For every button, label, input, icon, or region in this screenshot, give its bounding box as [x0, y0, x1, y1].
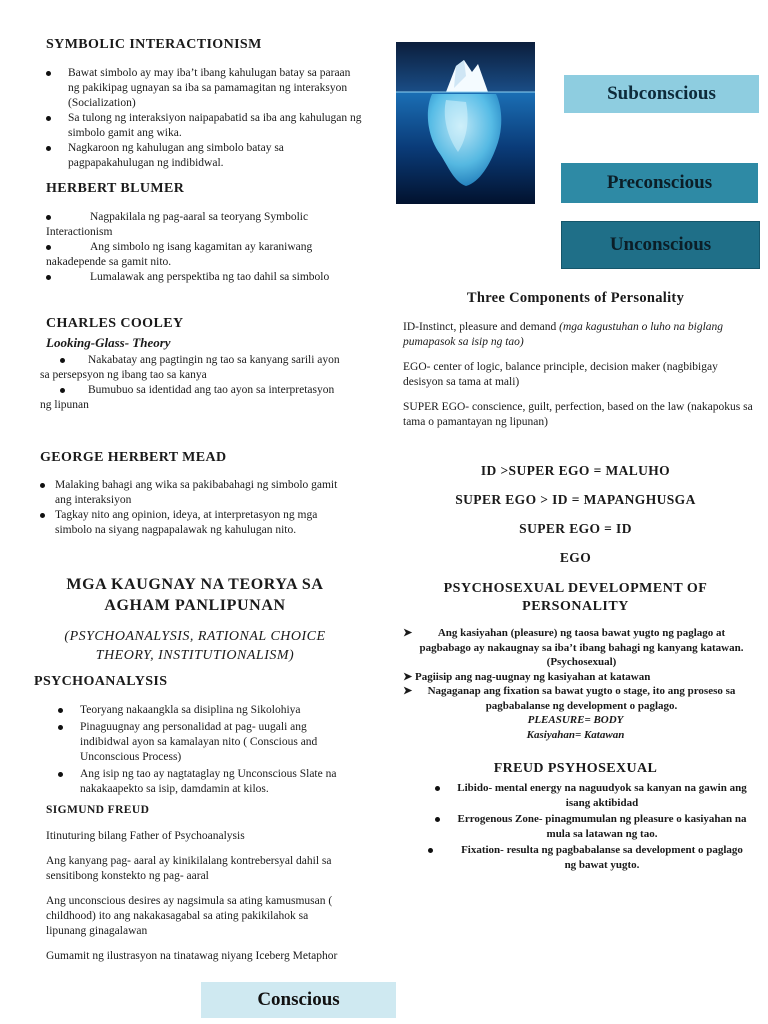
mead-title: GEORGE HERBERT MEAD	[40, 450, 227, 465]
blumer-list	[46, 210, 346, 285]
bullet-icon	[435, 786, 440, 791]
arrow-icon: ➤	[403, 670, 413, 683]
list-item: Tagkay nito ang opinion, ideya, at interpretasyon ng mga simbolo na siyang nagpapalawak ng kahulugan nito.	[36, 508, 356, 538]
paragraph: Gumamit ng ilustrasyon na tinatawag niyang Iceberg Metaphor	[46, 950, 338, 962]
bullet-icon	[46, 245, 51, 250]
kasiyahan-katawan: Kasiyahan= Katawan	[526, 728, 625, 741]
cooley-subtitle: Looking-Glass- Theory	[46, 335, 171, 350]
list-item: Nagpakilala ng pag-aaral sa teoryang Symbolic Interactionism	[46, 211, 309, 238]
bullet-icon	[58, 725, 63, 730]
list-item: Ang simbolo ng isang kagamitan ay karaniwang nakadepende sa gamit nito.	[46, 241, 313, 268]
ego-definition: EGO- center of logic, balance principle, decision maker (nagbibigay desisyon sa tama at mali)	[403, 361, 718, 388]
list-item: Pinaguugnay ang personalidad at pag- uugali ang indibidwal ayon sa kamalayan nito ( Conscious and Unconscious Process)	[58, 720, 358, 765]
bullet-icon	[40, 483, 45, 488]
freud-text	[46, 829, 351, 964]
symbolic-title: SYMBOLIC INTERACTIONISM	[46, 37, 262, 52]
cooley-list	[40, 353, 340, 413]
list-item: Errogenous Zone- pinagmumulan ng pleasure o kasiyahan na mula sa latawan ng tao.	[430, 812, 748, 841]
psychosexual-title: PSYCHOSEXUAL DEVELOPMENT OF PERSONALITY	[443, 581, 708, 614]
list-item: Malaking bahagi ang wika sa pakibabahagi ng simbolo gamit ang interaksiyon	[36, 478, 356, 508]
preconscious-box: Preconscious	[561, 163, 758, 203]
id-definition: ID-Instinct, pleasure and demand (mga kagustuhan o luho na biglang pumapasok sa isip ng tao)	[403, 321, 724, 348]
paragraph: Ang unconscious desires ay nagsimula sa ating kamusmusan ( childhood) ito ang nakakasagabal sa ating pakikilahok sa lipunang ginagalawan	[46, 895, 333, 937]
list-item: Nakabatay ang pagtingin ng tao sa kanyang sarili ayon sa persepsyon ng ibang tao sa kanya	[40, 354, 340, 381]
superego-definition: SUPER EGO- conscience, guilt, perfection, based on the law (nakapokus sa tama o pamantayan ng lipunan)	[403, 401, 753, 428]
bullet-icon	[40, 513, 45, 518]
paragraph: Itinuturing bilang Father of Psychoanalysis	[46, 830, 245, 842]
related-subtitle: (PSYCHOANALYSIS, RATIONAL CHOICE THEORY, INSTITUTIONALISM)	[64, 629, 326, 663]
bullet-icon	[428, 848, 433, 853]
equation: EGO	[559, 550, 592, 565]
cooley-title: CHARLES COOLEY	[46, 316, 184, 331]
unconscious-box: Unconscious	[561, 221, 760, 269]
list-item: Nagkaroon ng kahulugan ang simbolo batay sa pagpapakahulugan ng indibidwal.	[46, 141, 364, 171]
bullet-icon	[46, 146, 51, 151]
components-text	[403, 320, 753, 430]
iceberg-image	[396, 42, 535, 204]
arrow-item: ➤ Nagaganap ang fixation sa bawat yugto o stage, ito ang proseso sa pagbabalanse ng development o paglago.	[403, 685, 736, 712]
arrow-icon: ➤	[403, 627, 413, 639]
bullet-icon	[435, 817, 440, 822]
freud-psy-title: FREUD PSYHOSEXUAL	[493, 761, 658, 776]
bullet-icon	[46, 71, 51, 76]
psychoanalysis-title: PSYCHOANALYSIS	[34, 674, 168, 689]
bullet-icon	[58, 708, 63, 713]
equation: SUPER EGO = ID	[519, 521, 632, 536]
list-item: Bawat simbolo ay may iba’t ibang kahulugan batay sa paraan ng pakikipag ugnayan sa iba sa pamamagitan ng interaksyon (Socialization)	[46, 66, 364, 111]
list-item: Teoryang nakaangkla sa disiplina ng Sikolohiya	[58, 703, 358, 718]
list-item: Bumubuo sa identidad ang tao ayon sa interpretasyon ng lipunan	[40, 384, 335, 411]
bullet-icon	[58, 772, 63, 777]
list-item: Ang isip ng tao ay nagtataglay ng Unconscious Slate na nakakaapekto sa isip, damdamin at kilos.	[58, 767, 358, 797]
list-item: Fixation- resulta ng pagbabalanse sa development o paglago ng bawat yugto.	[430, 843, 748, 872]
list-item: Libido- mental energy na naguudyok sa kanyan na gawin ang isang aktibidad	[430, 781, 748, 810]
list-item: Sa tulong ng interaksiyon naipapabatid sa iba ang kahulugan ng simbolo gamit ang wika.	[46, 111, 364, 141]
bullet-icon	[60, 388, 65, 393]
bullet-icon	[60, 358, 65, 363]
mead-list	[36, 478, 356, 538]
subconscious-box: Subconscious	[564, 75, 759, 113]
arrow-item: ➤ Ang kasiyahan (pleasure) ng taosa bawat yugto ng paglago at pagbabago ay nakaugnay sa iba’t ibang bahagi ng kanyang katawan. (Psychosexual)	[403, 627, 744, 668]
arrow-item: ➤ Pagiisip ang nag-uugnay ng kasiyahan at katawan	[403, 670, 651, 683]
list-item: Lumalawak ang perspektiba ng tao dahil sa simbolo	[46, 270, 346, 285]
equation: SUPER EGO > ID = MAPANGHUSGA	[455, 492, 696, 507]
freud-title: SIGMUND FREUD	[46, 804, 150, 816]
components-title: Three Components of Personality	[466, 290, 685, 306]
bullet-icon	[46, 275, 51, 280]
bullet-icon	[46, 215, 51, 220]
psychosexual-list	[403, 626, 748, 742]
equation: ID >SUPER EGO = MALUHO	[480, 463, 671, 478]
symbolic-list	[46, 66, 364, 171]
freud-psy-list	[430, 781, 748, 872]
psychoanalysis-list	[58, 703, 358, 797]
arrow-icon: ➤	[403, 685, 413, 697]
conscious-box: Conscious	[201, 982, 396, 1018]
related-title: MGA KAUGNAY NA TEORYA SA AGHAM PANLIPUNAN	[66, 576, 324, 614]
pleasure-body: PLEASURE= BODY	[527, 714, 624, 726]
blumer-title: HERBERT BLUMER	[46, 181, 185, 196]
bullet-icon	[46, 116, 51, 121]
paragraph: Ang kanyang pag- aaral ay kinikilalang kontrebersyal dahil sa sensitibong konstekto ng pag- aaral	[46, 855, 332, 882]
